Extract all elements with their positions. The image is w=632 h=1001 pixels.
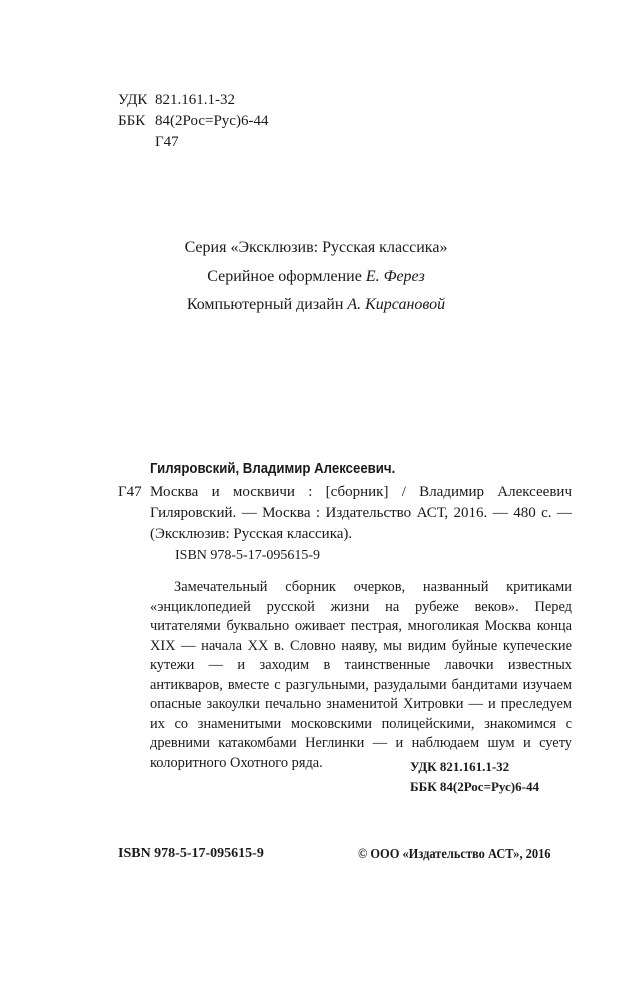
computer-design-name: А. Кирсановой <box>347 296 446 313</box>
bbk-value: 84(2Рос=Рус)6-44 <box>155 113 269 129</box>
series-line: Серия «Эксклюзив: Русская классика» <box>184 239 448 256</box>
footer-isbn: ISBN 978-5-17-095615-9 <box>118 846 264 861</box>
computer-design-credit <box>0 296 632 314</box>
record-udk: УДК 821.161.1-32 <box>410 759 510 774</box>
author-mark: Г47 <box>155 134 179 150</box>
udk-value: 821.161.1-32 <box>155 92 235 108</box>
record-author: Гиляровский, Владимир Алексеевич. <box>150 460 396 477</box>
top-classification-codes <box>118 90 268 153</box>
udk-label: УДК <box>118 92 148 108</box>
udk-row <box>118 90 268 111</box>
design-label: Серийное оформление <box>207 268 362 285</box>
record-isbn: ISBN 978-5-17-095615-9 <box>175 548 321 563</box>
design-credit <box>0 268 632 286</box>
bibliographic-description: Москва и москвичи : [сборник] / Владимир Алексеевич Гиляровский. — Москва : Издательство АСТ, 2016. — 480 с. — (Эксклюзив: Русская классика). <box>150 484 572 542</box>
copyright-notice: © ООО «Издательство АСТ», 2016 <box>358 846 551 861</box>
design-name: Е. Ферез <box>365 268 425 285</box>
computer-design-label: Компьютерный дизайн <box>186 296 344 313</box>
record-classification-codes <box>410 757 539 797</box>
author-mark-row <box>118 132 268 153</box>
annotation: Замечательный сборник очерков, названный критиками «энциклопедией русской жизни на рубеже веков». Перед читателями буквально оживает пестрая, многоликая Москва конца XIX — начала XX в. Словно наяву, мы видим буйные купеческие кутежи — и заходим в таинственные лавочки известных антикваров, вместе с разгульными, разудалыми бандитами изучаем опасные закоулки печально знаменитой Хитровки — и преследуем их со знаменитыми московскими полицейскими, знакомимся с древними катакомбами Неглинки — и наблюдаем шум и суету колоритного Охотного ряда. <box>150 579 572 771</box>
bbk-row <box>118 111 268 132</box>
record-bbk: ББК 84(2Рос=Рус)6-44 <box>410 779 539 794</box>
record-author-mark: Г47 <box>118 484 142 500</box>
bbk-label: ББК <box>118 113 146 129</box>
